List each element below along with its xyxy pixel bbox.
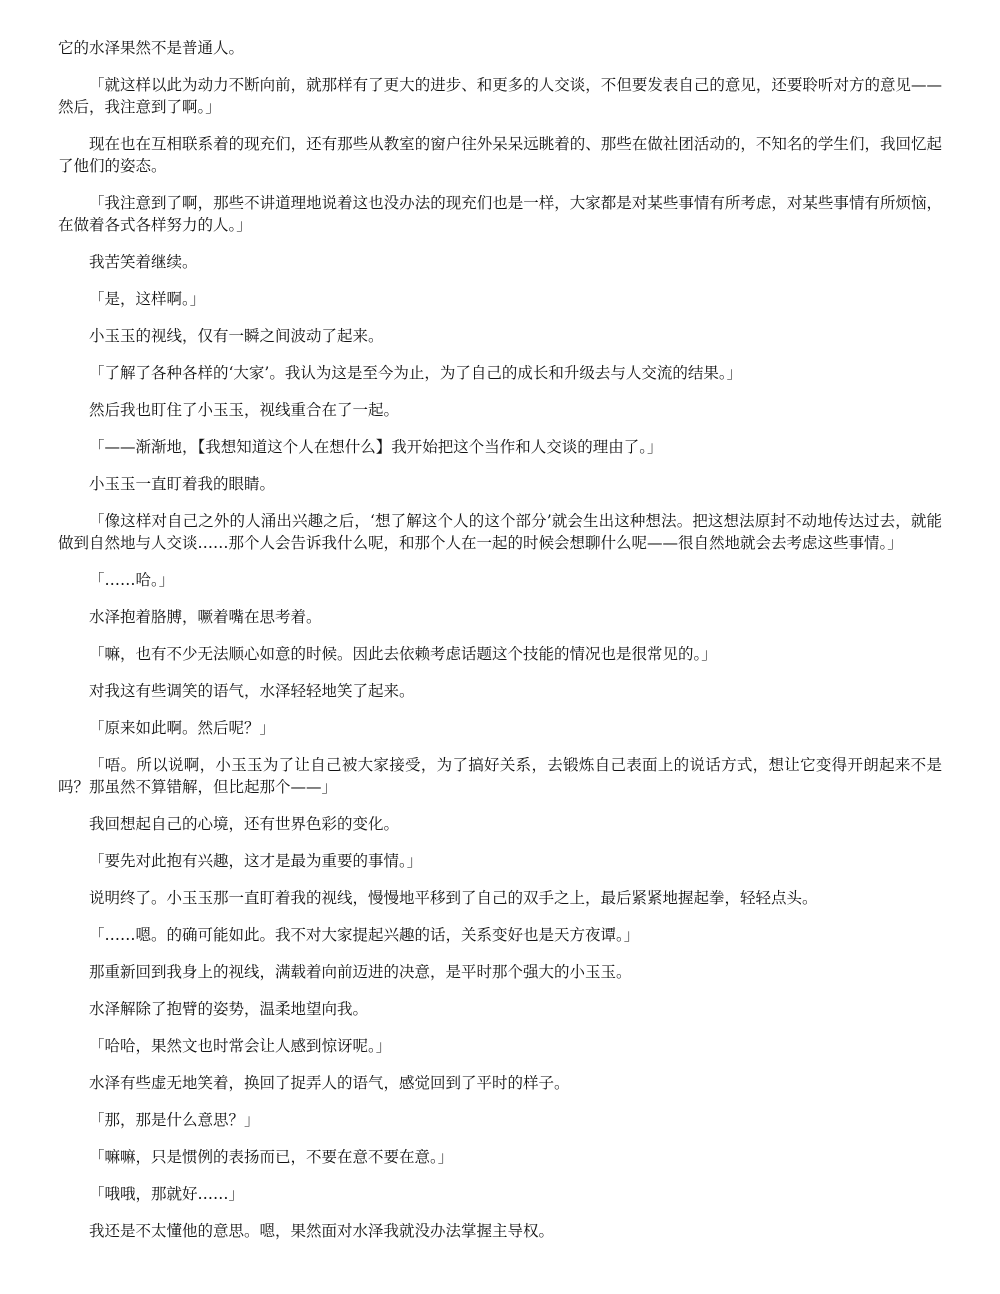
paragraph: 水泽解除了抱臂的姿势，温柔地望向我。: [89, 1000, 369, 1018]
paragraph: 我回想起自己的心境，还有世界色彩的变化。: [89, 815, 400, 833]
document-page: [58, 37, 942, 1257]
paragraph: 「哈哈，果然文也时常会让人感到惊讶呢。」: [89, 1037, 392, 1055]
paragraph: 「那，那是什么意思？」: [89, 1111, 260, 1129]
paragraph: 「嘛，也有不少无法顺心如意的时候。因此去依赖考虑话题这个技能的情况也是很常见的。」: [89, 645, 717, 663]
paragraph: 「了解了各种各样的‘大家’。我认为这是至今为止，为了自己的成长和升级去与人交流的结果。」: [89, 364, 743, 382]
paragraph: 水泽有些虚无地笑着，换回了捉弄人的语气，感觉回到了平时的样子。: [89, 1074, 570, 1092]
paragraph: 「像这样对自己之外的人涌出兴趣之后，‘想了解这个人的这个部分’就会生出这种想法。把这想法原封不动地传达过去，就能做到自然地与人交谈……那个人会告诉我什么呢，和那个人在一起的时候会想聊什么呢——很自然地就会去考虑这些事情。」: [58, 512, 942, 552]
paragraph: 「要先对此抱有兴趣，这才是最为重要的事情。」: [89, 852, 423, 870]
paragraph: 小玉玉的视线，仅有一瞬之间波动了起来。: [89, 327, 384, 345]
paragraph: 它的水泽果然不是普通人。: [58, 39, 245, 57]
paragraph: 小玉玉一直盯着我的眼睛。: [89, 475, 276, 493]
paragraph: 「就这样以此为动力不断向前，就那样有了更大的进步、和更多的人交谈，不但要发表自己的意见，还要聆听对方的意见——然后，我注意到了啊。」: [58, 76, 942, 116]
paragraph: 对我这有些调笑的语气，水泽轻轻地笑了起来。: [89, 682, 415, 700]
paragraph: 我苦笑着继续。: [89, 253, 198, 271]
paragraph: 然后我也盯住了小玉玉，视线重合在了一起。: [89, 401, 400, 419]
paragraph: 「……哈。」: [89, 571, 175, 589]
paragraph: 「嘛嘛，只是惯例的表扬而已，不要在意不要在意。」: [89, 1148, 454, 1166]
paragraph: 「我注意到了啊，那些不讲道理地说着这也没办法的现充们也是一样，大家都是对某些事情有所考虑，对某些事情有所烦恼，在做着各式各样努力的人。」: [58, 194, 942, 234]
paragraph: 「原来如此啊。然后呢？」: [89, 719, 276, 737]
paragraph: 「是，这样啊。」: [89, 290, 206, 308]
paragraph: 「哦哦，那就好……」: [89, 1185, 245, 1203]
paragraph: 「……嗯。的确可能如此。我不对大家提起兴趣的话，关系变好也是天方夜谭。」: [89, 926, 640, 944]
paragraph: 我还是不太懂他的意思。嗯，果然面对水泽我就没办法掌握主导权。: [89, 1222, 555, 1240]
paragraph: 那重新回到我身上的视线，满载着向前迈进的决意，是平时那个强大的小玉玉。: [89, 963, 632, 981]
paragraph: 水泽抱着胳膊，噘着嘴在思考着。: [89, 608, 322, 626]
paragraph: 「——渐渐地，【我想知道这个人在想什么】我开始把这个当作和人交谈的理由了。」: [89, 438, 663, 456]
paragraph: 「唔。所以说啊，小玉玉为了让自己被大家接受，为了搞好关系，去锻炼自己表面上的说话方式，想让它变得开朗起来不是吗？那虽然不算错解，但比起那个——」: [58, 756, 942, 796]
paragraph: 说明终了。小玉玉那一直盯着我的视线，慢慢地平移到了自己的双手之上，最后紧紧地握起拳，轻轻点头。: [89, 889, 818, 907]
paragraph: 现在也在互相联系着的现充们，还有那些从教室的窗户往外呆呆远眺着的、那些在做社团活动的，不知名的学生们，我回忆起了他们的姿态。: [58, 135, 942, 175]
